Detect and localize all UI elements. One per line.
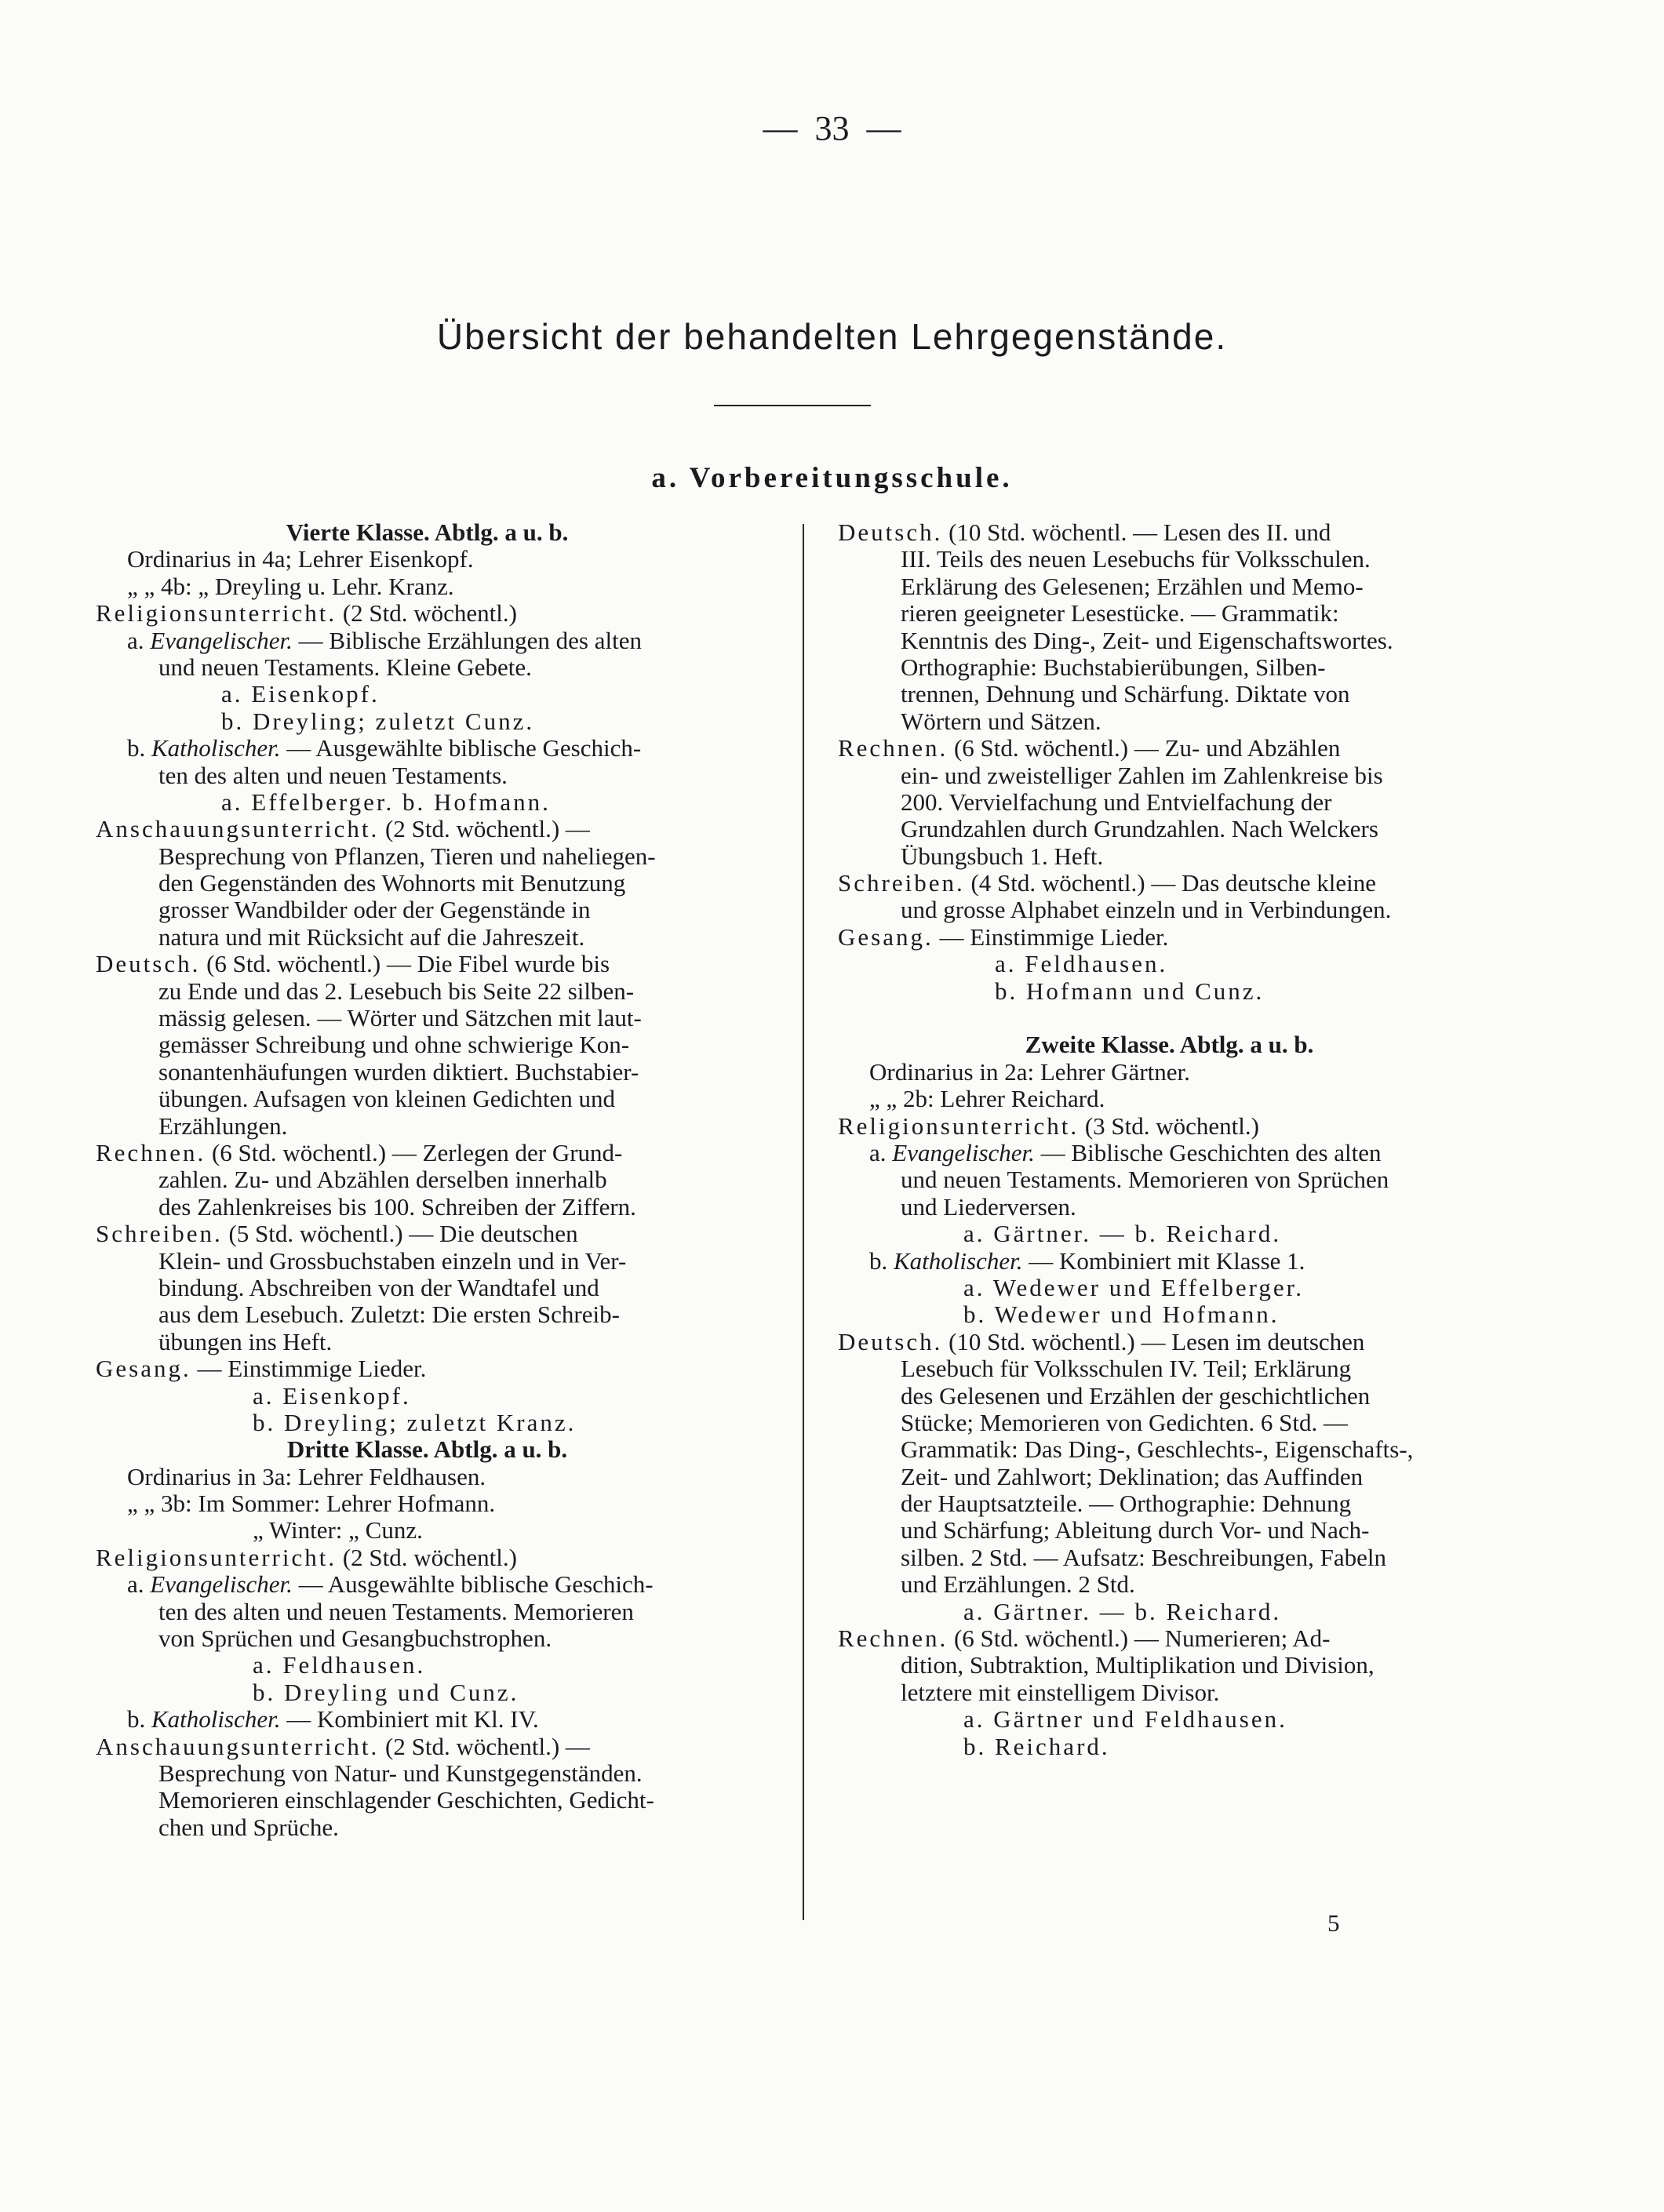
subject-line [838,1113,1501,1140]
subject-line [96,628,759,654]
teacher-line: b. Dreyling; zuletzt Cunz. [221,708,535,735]
text-line: bindung. Abschreiben von der Wandtafel und [158,1274,599,1301]
text-line: des Zahlenkreises bis 100. Schreiben der Ziffern. [158,1193,636,1221]
text-line: Memorieren einschlagender Geschichten, Gedicht- [158,1787,654,1814]
teacher-line: b. Wedewer und Hofmann. [963,1301,1280,1329]
text-line: den Gegenständen des Wohnorts mit Benutzung [158,870,626,897]
subject-text: — Einstimmige Lieder. [933,923,1169,951]
teacher-line: a. Eisenkopf. [253,1382,411,1410]
right-column [838,519,1501,1760]
subject-text: — Biblische Geschichten des alten [1034,1139,1382,1166]
subject-line [96,1140,759,1166]
subject-text: (2 Std. wöchentl.) [337,1544,517,1571]
subject-text: (5 Std. wöchentl.) — Die deutschen [222,1221,578,1248]
sheet-signature: 5 [1327,1909,1340,1937]
dash-right: — [866,109,901,147]
subject-text: — Ausgewählte biblische Geschich- [292,1571,654,1599]
teacher-line: b. Hofmann und Cunz. [995,977,1265,1005]
text-line: grosser Wandbilder oder der Gegenstände in [158,897,591,924]
subject-label: Religionsunterricht. [96,600,337,628]
text-line: natura und mit Rücksicht auf die Jahreszeit. [158,923,585,951]
text-line: III. Teils des neuen Lesebuchs für Volksschulen. [901,546,1371,573]
text-line: ein- und zweistelliger Zahlen im Zahlenkreise bis [901,762,1383,789]
spacer [838,1005,1501,1031]
marker: b. [869,1247,894,1275]
subject-label: Rechnen. [96,1139,206,1166]
subject-label: Deutsch. [96,951,201,978]
subject-line [838,1625,1501,1652]
text-line: sonantenhäufungen wurden diktiert. Buchstabier- [158,1058,639,1086]
text-line: „ Winter: „ Cunz. [253,1517,423,1544]
section-title: Übersicht der behandelten Lehrgegenstände. [436,316,1228,357]
subject-label: Rechnen. [838,1625,949,1653]
subject-text: — Kombiniert mit Kl. IV. [280,1706,539,1734]
text-line: letztere mit einstelligem Divisor. [901,1679,1220,1706]
subject-label: Anschauungsunterricht. [96,1733,380,1760]
teacher-line: b. Dreyling; zuletzt Kranz. [253,1409,577,1436]
text-line: von Sprüchen und Gesangbuchstrophen. [158,1625,552,1653]
subject-line [96,1734,759,1760]
subject-line [96,1221,759,1247]
teacher-line: a. Gärtner. — b. Reichard. [963,1598,1282,1625]
subject-text: (6 Std. wöchentl.) — Zu- und Abzählen [948,735,1341,762]
page-number-line [0,108,1664,148]
subject-text: (6 Std. wöchentl.) — Die Fibel wurde bis [200,951,610,978]
text-line: „ „ 2b: Lehrer Reichard. [869,1086,1105,1113]
subject-label: Evangelischer. [150,1571,293,1599]
subject-text: (6 Std. wöchentl.) — Numerieren; Ad- [948,1625,1331,1653]
text-line: ten des alten und neuen Testaments. Memorieren [158,1598,634,1625]
subject-text: (2 Std. wöchentl.) — [379,1733,590,1760]
subject-line [838,1248,1501,1275]
subject-line [96,600,759,627]
text-line: und Liederversen. [901,1193,1076,1221]
text-line: Ordinarius in 3a: Lehrer Feldhausen. [127,1463,486,1490]
text-line: zu Ende und das 2. Lesebuch bis Seite 22 silben- [158,977,635,1005]
text-line: und neuen Testaments. Memorieren von Sprüchen [901,1166,1389,1194]
text-line: und Schärfung; Ableitung durch Vor- und Nach- [901,1517,1370,1544]
column-divider [803,524,804,1920]
subject-text: (6 Std. wöchentl.) — Zerlegen der Grund- [206,1139,623,1166]
text-line: chen und Sprüche. [158,1814,339,1841]
text-line: Zeit- und Zahlwort; Deklination; das Auffinden [901,1463,1364,1490]
text-line: Grammatik: Das Ding-, Geschlechts-, Eigenschafts-, [901,1436,1414,1464]
text-line: dition, Subtraktion, Multiplikation und Division, [901,1652,1375,1679]
text-line: „ „ 4b: „ Dreyling u. Lehr. Kranz. [127,573,454,600]
subject-text: — Kombiniert mit Klasse 1. [1022,1247,1305,1275]
left-column [96,519,759,1841]
teacher-line: a. Feldhausen. [995,951,1168,978]
text-line: 200. Vervielfachung und Entvielfachung der [901,788,1332,816]
subject-label: Katholischer. [151,735,281,762]
text-line: Wörtern und Sätzen. [901,708,1101,735]
page-number: 33 [814,109,850,147]
dash-left: — [763,109,798,147]
subject-text: — Ausgewählte biblische Geschich- [280,735,642,762]
subject-text: — Biblische Erzählungen des alten [292,627,642,654]
text-line: des Gelesenen und Erzählen der geschichtlichen [901,1382,1371,1410]
subject-line [838,870,1501,897]
subject-label: Evangelischer. [892,1139,1035,1166]
subject-label: Rechnen. [838,735,949,762]
text-line: Stücke; Memorieren von Gedichten. 6 Std. — [901,1409,1348,1436]
text-line: Lesebuch für Volksschulen IV. Teil; Erklärung [901,1355,1352,1383]
subject-label: Gesang. [96,1355,191,1383]
subject-label: Religionsunterricht. [96,1544,337,1571]
subject-label: Deutsch. [838,1328,943,1355]
subject-text: (2 Std. wöchentl.) — [379,816,590,843]
text-line: und neuen Testaments. Kleine Gebete. [158,653,532,681]
subject-label: Anschauungsunterricht. [96,816,380,843]
teacher-line: a. Wedewer und Effelberger. [963,1274,1305,1301]
class-heading-vierte: Vierte Klasse. Abtlg. a u. b. [286,519,569,546]
marker: a. [127,627,151,654]
subject-label: Schreiben. [838,870,965,897]
text-line: Grundzahlen durch Grundzahlen. Nach Welckers [901,816,1378,843]
text-line: zahlen. Zu- und Abzählen derselben innerhalb [158,1166,607,1194]
text-line: gemässer Schreibung und ohne schwierige Kon- [158,1031,630,1059]
subject-label: Schreiben. [96,1221,223,1248]
subject-text: (2 Std. wöchentl.) [337,600,517,628]
text-line: Erklärung des Gelesenen; Erzählen und Memo- [901,573,1364,600]
subject-line [838,1329,1501,1355]
text-line: mässig gelesen. — Wörter und Sätzchen mit laut- [158,1005,642,1032]
subject-label: Katholischer. [151,1706,281,1734]
subject-text: (4 Std. wöchentl.) — Das deutsche kleine [964,870,1377,897]
teacher-line: a. Gärtner. — b. Reichard. [963,1221,1282,1248]
text-line: rieren geeigneter Lesestücke. — Grammatik: [901,600,1339,628]
subject-label: Religionsunterricht. [838,1112,1080,1140]
text-line: und Erzählungen. 2 Std. [901,1571,1135,1599]
marker: a. [869,1139,893,1166]
marker: a. [127,1571,151,1599]
text-line: Klein- und Grossbuchstaben einzeln und in Ver- [158,1247,627,1275]
text-line: Besprechung von Natur- und Kunstgegenständen. [158,1759,643,1787]
subject-line [838,519,1501,546]
teacher-line: a. Eisenkopf. [221,681,380,708]
subject-line [96,1571,759,1598]
class-heading-zweite: Zweite Klasse. Abtlg. a u. b. [1025,1031,1314,1059]
text-line: aus dem Lesebuch. Zuletzt: Die ersten Schreib- [158,1301,620,1329]
subject-line [96,1706,759,1733]
text-line: Orthographie: Buchstabierübungen, Silben- [901,653,1326,681]
marker: b. [127,1706,151,1734]
subject-line [96,735,759,762]
subject-text: (10 Std. wöchentl. — Lesen des II. und [942,519,1331,546]
title-rule [714,405,871,406]
teacher-line: b. Dreyling und Cunz. [253,1679,519,1706]
text-line: der Hauptsatzteile. — Orthographie: Dehnung [901,1490,1352,1518]
subject-line [96,951,759,977]
subject-line [838,735,1501,762]
subject-label: Katholischer. [894,1247,1023,1275]
text-line: übungen ins Heft. [158,1328,333,1355]
text-line: Erzählungen. [158,1112,288,1140]
text-line: Übungsbuch 1. Heft. [901,842,1104,870]
subject-line [838,924,1501,951]
teacher-line: a. Gärtner und Feldhausen. [963,1706,1287,1734]
teacher-line: a. Feldhausen. [253,1652,426,1679]
teacher-line: a. Effelberger. b. Hofmann. [221,788,551,816]
text-line: übungen. Aufsagen von kleinen Gedichten und [158,1086,615,1113]
subject-text: — Einstimmige Lieder. [191,1355,427,1383]
class-heading-dritte: Dritte Klasse. Abtlg. a u. b. [286,1436,568,1464]
subject-label: Gesang. [838,923,934,951]
text-line: trennen, Dehnung und Schärfung. Diktate von [901,681,1350,708]
subject-text: (10 Std. wöchentl.) — Lesen im deutschen [942,1328,1365,1355]
text-line: Ordinarius in 2a: Lehrer Gärtner. [869,1058,1190,1086]
subject-line [96,1355,759,1382]
subject-line [96,816,759,842]
subject-label: Deutsch. [838,519,943,546]
marker: b. [127,735,151,762]
subsection-title: a. Vorbereitungsschule. [651,462,1013,494]
text-line: Besprechung von Pflanzen, Tieren und naheliegen- [158,842,656,870]
text-line: Ordinarius in 4a; Lehrer Eisenkopf. [127,546,474,573]
text-line: silben. 2 Std. — Aufsatz: Beschreibungen, Fabeln [901,1544,1387,1571]
teacher-line: b. Reichard. [963,1733,1110,1760]
subject-line [838,1140,1501,1166]
text-line: und grosse Alphabet einzeln und in Verbindungen. [901,897,1392,924]
text-line: „ „ 3b: Im Sommer: Lehrer Hofmann. [127,1490,496,1518]
subject-text: (3 Std. wöchentl.) [1079,1112,1259,1140]
subject-line [96,1544,759,1571]
text-line: Kenntnis des Ding-, Zeit- und Eigenschaftswortes. [901,627,1393,654]
text-line: ten des alten und neuen Testaments. [158,762,508,789]
subject-label: Evangelischer. [150,627,293,654]
